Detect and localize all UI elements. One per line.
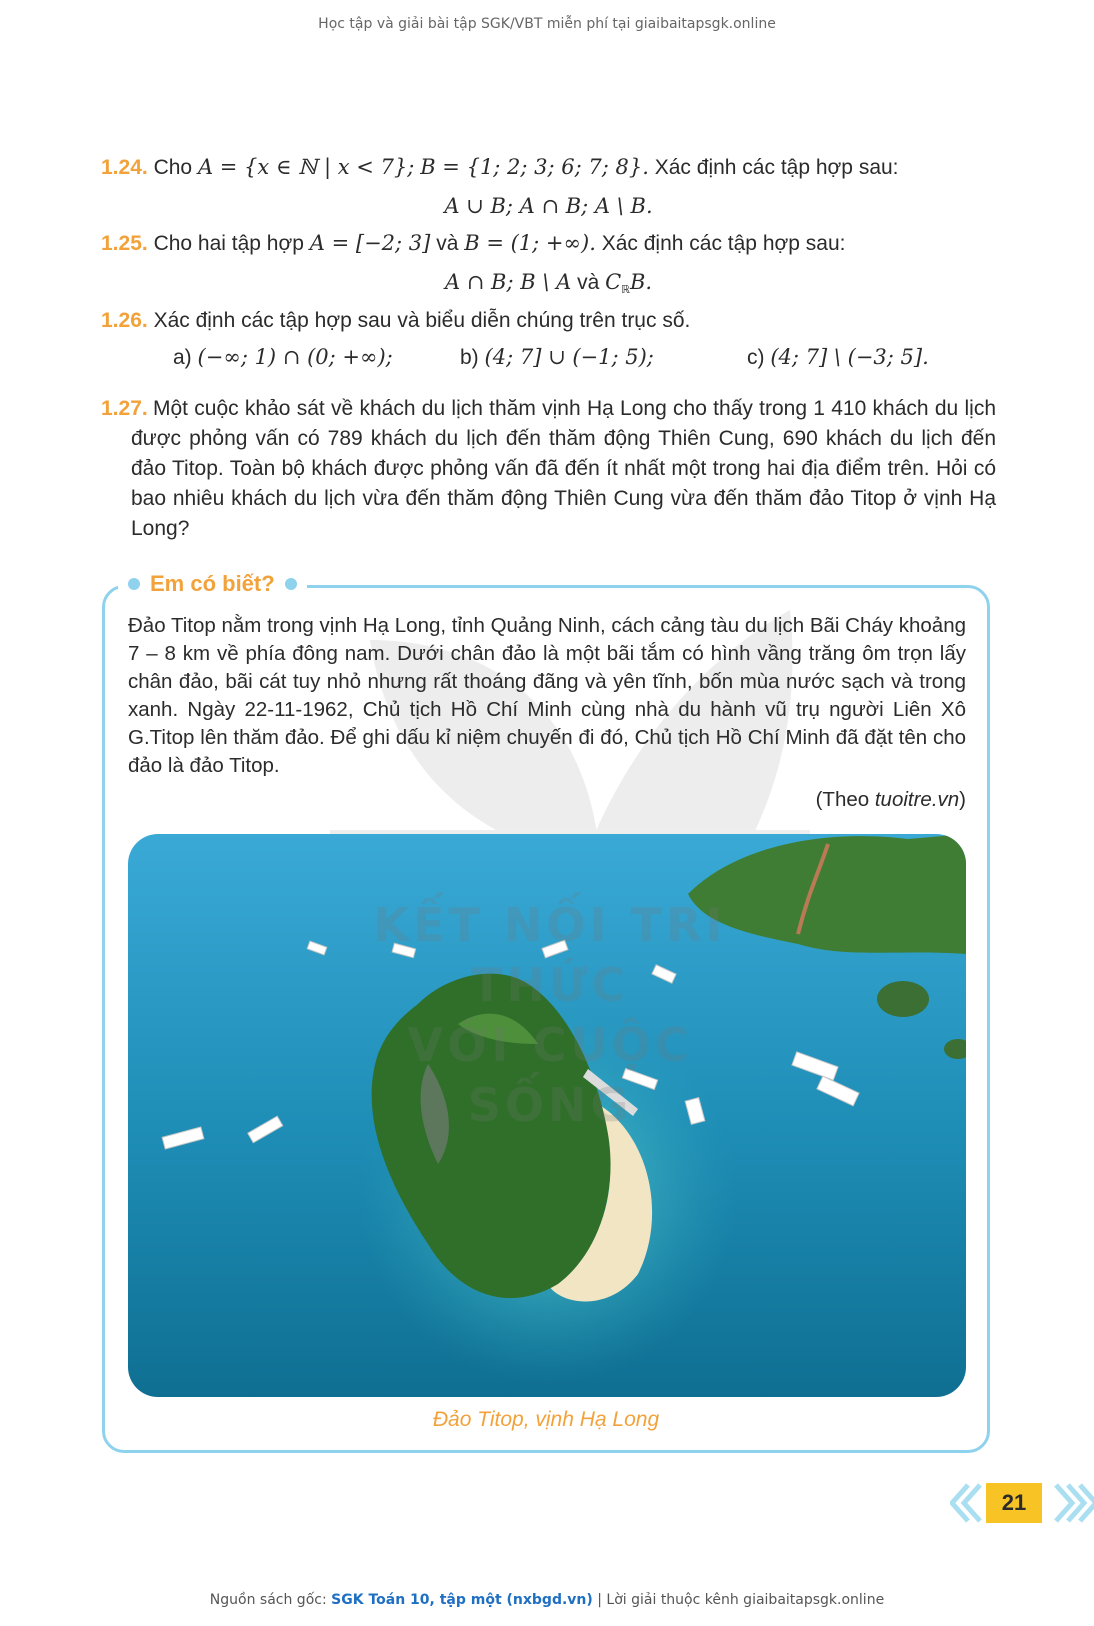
dot-icon: [128, 578, 140, 590]
ops-part-a: A ∩ B; B \ A: [444, 270, 572, 294]
page-number: 21: [986, 1483, 1042, 1523]
exercise-number: 1.25.: [101, 232, 148, 255]
sub-question-c: [747, 342, 929, 373]
ops-conjunction: và: [577, 271, 600, 294]
complement-target: B.: [629, 270, 653, 294]
exercise-number: 1.26.: [101, 309, 148, 332]
watermark-line: KẾT NỐI TRI THỨC: [373, 898, 727, 1012]
source-suffix: ): [959, 788, 966, 811]
info-box-title: Em có biết?: [150, 571, 275, 596]
complement-symbol: C: [605, 270, 622, 294]
info-box-text: Đảo Titop nằm trong vịnh Hạ Long, tỉnh Quảng Ninh, cách cảng tàu du lịch Bãi Cháy khoảng 7 – 8 km về phía đông nam. Dưới chân đảo là một bãi tắm có hình vầng trăng ôm trọn lấy chân đảo, bãi cát tuy nhỏ nhưng rất thoáng đãng và yên tĩnh, bốn mùa nước sạch và trong xanh. Ngày 22-11-1962, Chủ tịch Hồ Chí Minh cùng nhà du hành vũ trụ người Liên Xô G.Titop lên thăm đảo. Để ghi dấu kỉ niệm chuyến đi đó, Chủ tịch Hồ Chí Minh đã đặt tên cho đảo là đảo Titop.: [128, 614, 966, 777]
source-name: tuoitre.vn: [874, 788, 960, 811]
complement-subscript: ℝ: [621, 284, 630, 296]
sub-question-b: [460, 342, 747, 373]
page-number-tab: [950, 1483, 1094, 1523]
source-prefix: (Theo: [815, 788, 875, 811]
exercise-text: Xác định các tập hợp sau và biểu diễn chúng trên trục số.: [153, 309, 691, 332]
sub-label: c): [747, 346, 765, 369]
exercise-1-24: [101, 152, 996, 221]
set-a-def: A = {x ∈ ℕ | x < 7};: [197, 155, 415, 179]
exercise-number: 1.27.: [101, 397, 148, 420]
exercise-tail: Xác định các tập hợp sau:: [601, 232, 846, 255]
dot-icon: [285, 578, 297, 590]
set-operations: [101, 267, 996, 305]
sub-expr: (4; 7] \ (−3; 5].: [770, 345, 929, 369]
source-citation: [128, 788, 966, 812]
sub-questions: [101, 342, 996, 373]
sub-expr: (−∞; 1) ∩ (0; +∞);: [197, 345, 393, 369]
sub-label: a): [173, 346, 192, 369]
exercise-1-24-line: [101, 152, 996, 183]
exercise-1-26: [101, 306, 996, 373]
exercise-tail: Xác định các tập hợp sau:: [654, 156, 899, 179]
sub-expr: (4; 7] ∪ (−1; 5);: [484, 345, 654, 369]
set-operations: A ∪ B; A ∩ B; A \ B.: [444, 194, 653, 218]
info-box-header: [118, 569, 307, 599]
sub-question-a: [173, 342, 460, 373]
photo-caption: Đảo Titop, vịnh Hạ Long: [432, 1408, 660, 1431]
titop-island-photo: [128, 834, 966, 1397]
bottom-banner: [0, 1592, 1094, 1608]
banner-prefix: Nguồn sách gốc:: [209, 1592, 332, 1608]
conjunction: và: [436, 232, 459, 255]
watermark-line: VỚI CUỘC SỐNG: [407, 1018, 693, 1132]
exercise-1-27: [101, 394, 996, 544]
exercise-1-25: [101, 228, 996, 305]
exercise-1-25-line: [101, 228, 996, 259]
set-a-def: A = [−2; 3]: [309, 231, 431, 255]
exercise-lead: Cho: [153, 156, 193, 179]
exercise-text: Một cuộc khảo sát về khách du lịch thăm vịnh Hạ Long cho thấy trong 1 410 khách du lịch được phỏng vấn có 789 khách du lịch đến thăm động Thiên Cung, 690 khách du lịch đến đảo Titop. Toàn bộ khách được phỏng vấn đã đến ít nhất một trong hai địa điểm trên. Hỏi có bao nhiêu khách du lịch vừa đến thăm động Thiên Cung vừa đến thăm đảo Titop ở vịnh Hạ Long?: [131, 397, 996, 540]
top-banner: Học tập và giải bài tập SGK/VBT miễn phí tại giaibaitapsgk.online: [318, 16, 776, 32]
banner-suffix: | Lời giải thuộc kênh giaibaitapsgk.online: [592, 1592, 885, 1608]
set-b-def: B = {1; 2; 3; 6; 7; 8}.: [420, 155, 649, 179]
set-b-def: B = (1; +∞).: [464, 231, 596, 255]
exercise-number: 1.24.: [101, 156, 148, 179]
exercise-lead: Cho hai tập hợp: [153, 232, 304, 255]
source-book-link[interactable]: SGK Toán 10, tập một (nxbgd.vn): [331, 1592, 593, 1608]
sub-label: b): [460, 346, 479, 369]
island-illustration: [128, 834, 966, 1397]
